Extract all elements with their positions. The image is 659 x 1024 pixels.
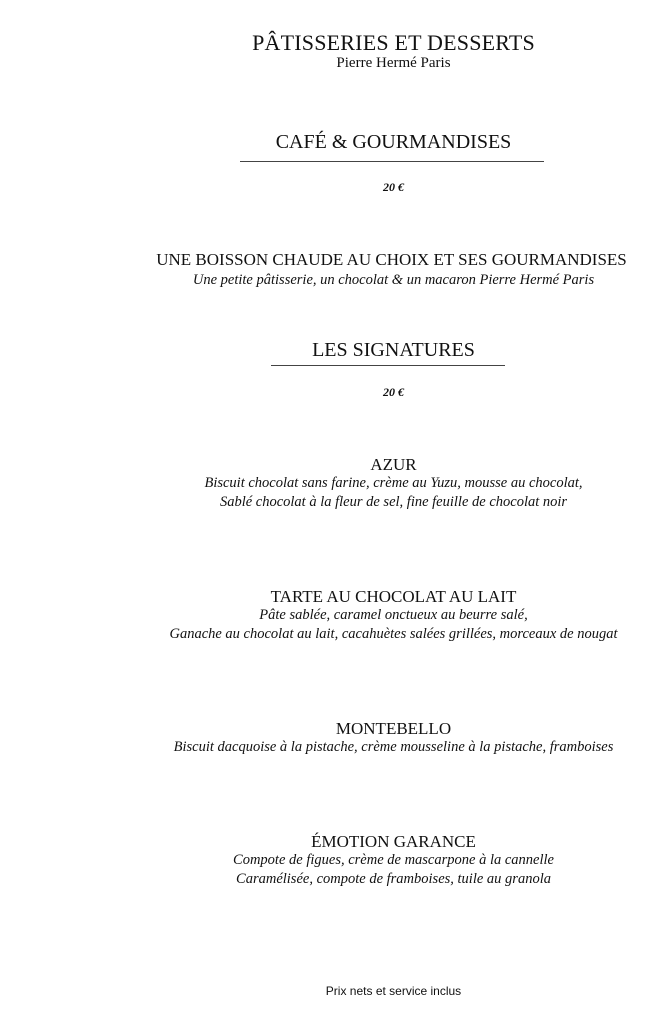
section-divider-signatures <box>271 365 505 366</box>
item-name-tarte: TARTE AU CHOCOLAT AU LAIT <box>270 587 517 606</box>
item-description-tarte-line1: Pâte sablée, caramel onctueux au beurre salé, <box>259 607 528 623</box>
section-title-cafe: CAFÉ & GOURMANDISES <box>275 131 512 153</box>
footer-note: Prix nets et service inclus <box>325 984 462 998</box>
item-description-montebello: Biscuit dacquoise à la pistache, crème mousseline à la pistache, framboises <box>173 739 614 755</box>
item-name-azur: AZUR <box>370 455 417 474</box>
item-name-montebello: MONTEBELLO <box>335 719 452 738</box>
section-title-signatures: LES SIGNATURES <box>312 339 475 361</box>
item-description-tarte-line2: Ganache au chocolat au lait, cacahuètes salées grillées, morceaux de nougat <box>169 626 618 642</box>
menu-title: PÂTISSERIES ET DESSERTS <box>252 30 535 55</box>
item-description-azur-line2: Sablé chocolat à la fleur de sel, fine feuille de chocolat noir <box>219 494 568 510</box>
item-name-emotion-garance: ÉMOTION GARANCE <box>311 832 476 851</box>
section-price-signatures: 20 € <box>383 385 404 399</box>
item-description-azur-line1: Biscuit chocolat sans farine, crème au Yuzu, mousse au chocolat, <box>204 475 583 491</box>
menu-subtitle: Pierre Hermé Paris <box>336 55 451 71</box>
item-description-boisson: Une petite pâtisserie, un chocolat & un macaron Pierre Hermé Paris <box>192 272 595 288</box>
item-name-boisson: UNE BOISSON CHAUDE AU CHOIX ET SES GOURMANDISES <box>156 250 627 269</box>
item-description-emotion-garance-line2: Caramélisée, compote de framboises, tuile au granola <box>236 871 551 887</box>
section-divider-cafe <box>240 161 544 162</box>
section-price-cafe: 20 € <box>383 180 404 194</box>
item-description-emotion-garance-line1: Compote de figues, crème de mascarpone à la cannelle <box>233 852 554 868</box>
